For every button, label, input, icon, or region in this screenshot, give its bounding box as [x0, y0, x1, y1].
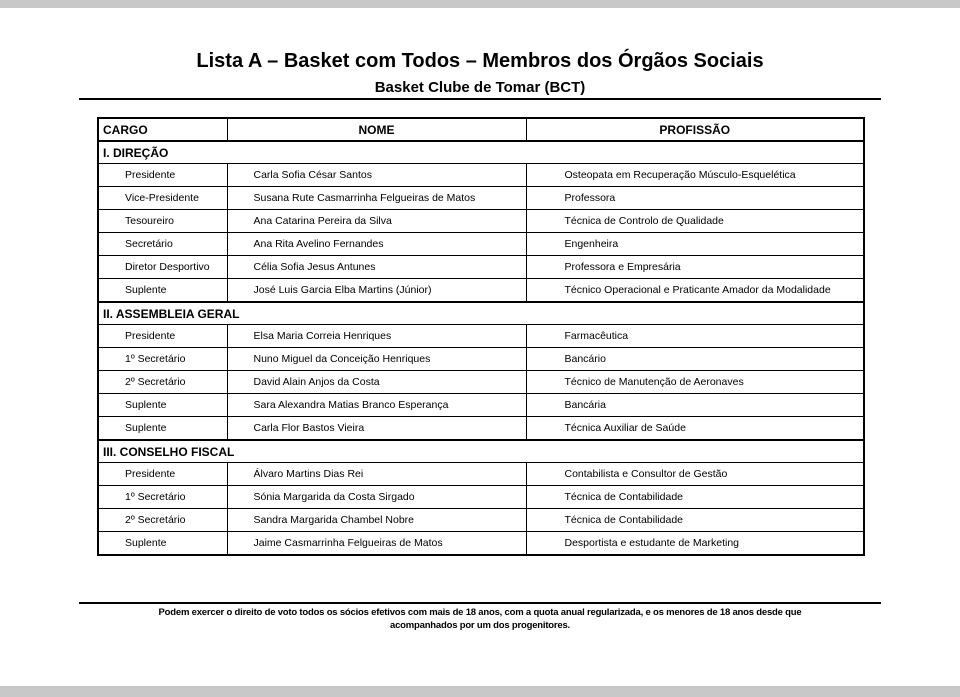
nome-cell: José Luis Garcia Elba Martins (Júnior)	[227, 279, 526, 303]
cargo-cell: Suplente	[98, 394, 227, 417]
profissao-cell: Professora e Empresária	[526, 256, 864, 279]
table-row	[98, 509, 864, 532]
profissao-cell: Técnica de Contabilidade	[526, 509, 864, 532]
profissao-cell: Osteopata em Recuperação Músculo-Esquelética	[526, 164, 864, 187]
section-title: III. CONSELHO FISCAL	[98, 440, 864, 463]
section-row	[98, 141, 864, 164]
nome-cell: Álvaro Martins Dias Rei	[227, 463, 526, 486]
nome-cell: Carla Flor Bastos Vieira	[227, 417, 526, 441]
cargo-cell: Suplente	[98, 279, 227, 303]
nome-cell: Sandra Margarida Chambel Nobre	[227, 509, 526, 532]
table-body	[98, 141, 864, 555]
profissao-cell: Contabilista e Consultor de Gestão	[526, 463, 864, 486]
page-title: Lista A – Basket com Todos – Membros dos Órgãos Sociais	[196, 50, 764, 72]
table-row	[98, 256, 864, 279]
bottom-border-band	[0, 686, 960, 697]
nome-cell: David Alain Anjos da Costa	[227, 371, 526, 394]
table-header-row	[98, 118, 864, 141]
page-subtitle: Basket Clube de Tomar (BCT)	[374, 79, 586, 96]
section-title: II. ASSEMBLEIA GERAL	[98, 302, 864, 325]
footnote-line-1: Podem exercer o direito de voto todos os sócios efetivos com mais de 18 anos, com a quota anual regularizada, e os menores de 18 anos desde que	[158, 607, 802, 618]
nome-cell: Sónia Margarida da Costa Sirgado	[227, 486, 526, 509]
profissao-cell: Técnico Operacional e Praticante Amador da Modalidade	[526, 279, 864, 303]
nome-cell: Nuno Miguel da Conceição Henriques	[227, 348, 526, 371]
profissao-cell: Técnica de Contabilidade	[526, 486, 864, 509]
cargo-cell: 1º Secretário	[98, 348, 227, 371]
cargo-cell: Suplente	[98, 532, 227, 556]
table-row	[98, 210, 864, 233]
table-row	[98, 348, 864, 371]
cargo-cell: Presidente	[98, 164, 227, 187]
nome-cell: Susana Rute Casmarrinha Felgueiras de Matos	[227, 187, 526, 210]
table-row	[98, 325, 864, 348]
table-row	[98, 394, 864, 417]
cargo-cell: 2º Secretário	[98, 509, 227, 532]
table-row	[98, 486, 864, 509]
profissao-cell: Engenheira	[526, 233, 864, 256]
table-row	[98, 417, 864, 441]
cargo-cell: Presidente	[98, 463, 227, 486]
profissao-cell: Técnica de Controlo de Qualidade	[526, 210, 864, 233]
profissao-cell: Desportista e estudante de Marketing	[526, 532, 864, 556]
members-table	[97, 117, 865, 556]
cargo-cell: Vice-Presidente	[98, 187, 227, 210]
profissao-cell: Técnico de Manutenção de Aeronaves	[526, 371, 864, 394]
nome-cell: Ana Catarina Pereira da Silva	[227, 210, 526, 233]
cargo-cell: Presidente	[98, 325, 227, 348]
table-row	[98, 279, 864, 303]
cargo-cell: 2º Secretário	[98, 371, 227, 394]
section-row	[98, 302, 864, 325]
table-row	[98, 187, 864, 210]
footnote-line-2: acompanhados por um dos progenitores.	[390, 620, 570, 631]
profissao-cell: Técnica Auxiliar de Saúde	[526, 417, 864, 441]
top-border-band	[0, 0, 960, 8]
cargo-cell: Suplente	[98, 417, 227, 441]
table-row	[98, 164, 864, 187]
nome-cell: Célia Sofia Jesus Antunes	[227, 256, 526, 279]
table-row	[98, 532, 864, 556]
table-row	[98, 463, 864, 486]
table-row	[98, 371, 864, 394]
cargo-cell: Diretor Desportivo	[98, 256, 227, 279]
header-divider	[79, 98, 881, 100]
nome-cell: Sara Alexandra Matias Branco Esperança	[227, 394, 526, 417]
profissao-cell: Bancária	[526, 394, 864, 417]
footer-divider	[79, 602, 881, 604]
section-row	[98, 440, 864, 463]
nome-cell: Elsa Maria Correia Henriques	[227, 325, 526, 348]
cargo-cell: Secretário	[98, 233, 227, 256]
profissao-cell: Professora	[526, 187, 864, 210]
column-header-nome: NOME	[227, 118, 526, 141]
nome-cell: Carla Sofia César Santos	[227, 164, 526, 187]
profissao-cell: Bancário	[526, 348, 864, 371]
cargo-cell: Tesoureiro	[98, 210, 227, 233]
column-header-cargo: CARGO	[98, 118, 227, 141]
voting-footnote	[100, 606, 860, 632]
nome-cell: Ana Rita Avelino Fernandes	[227, 233, 526, 256]
column-header-profissao: PROFISSÃO	[526, 118, 864, 141]
table-row	[98, 233, 864, 256]
section-title: I. DIREÇÃO	[98, 141, 864, 164]
profissao-cell: Farmacêutica	[526, 325, 864, 348]
nome-cell: Jaime Casmarrinha Felgueiras de Matos	[227, 532, 526, 556]
cargo-cell: 1º Secretário	[98, 486, 227, 509]
